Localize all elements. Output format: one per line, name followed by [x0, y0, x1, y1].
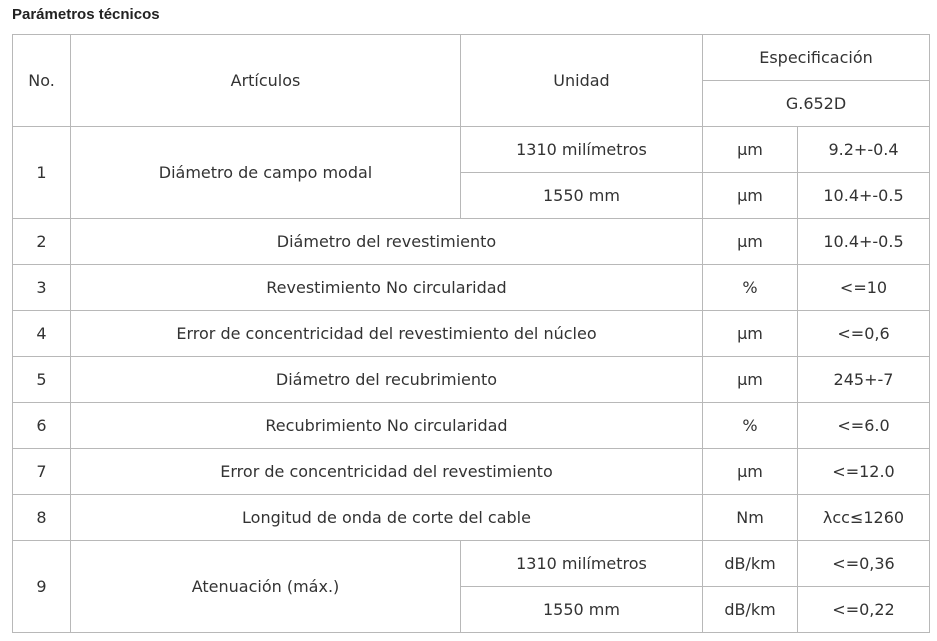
cell-item: Recubrimiento No circularidad: [71, 403, 703, 449]
cell-value: <=10: [798, 265, 930, 311]
cell-item: Atenuación (máx.): [71, 541, 461, 633]
table-row: [13, 403, 930, 449]
cell-no: 2: [13, 219, 71, 265]
cell-item: Diámetro del revestimiento: [71, 219, 703, 265]
cell-no: 5: [13, 357, 71, 403]
header-spec: Especificación: [703, 35, 930, 81]
cell-value: 9.2+-0.4: [798, 127, 930, 173]
header-spec-g652d: G.652D: [703, 81, 930, 127]
header-items: Artículos: [71, 35, 461, 127]
cell-value: <=0,6: [798, 311, 930, 357]
cell-value: <=6.0: [798, 403, 930, 449]
table-row: [13, 449, 930, 495]
cell-unit: μm: [703, 173, 798, 219]
cell-unit: μm: [703, 311, 798, 357]
cell-value: 10.4+-0.5: [798, 173, 930, 219]
cell-no: 7: [13, 449, 71, 495]
cell-unit: Nm: [703, 495, 798, 541]
cell-condition: 1550 mm: [461, 173, 703, 219]
table-row: [13, 265, 930, 311]
cell-item: Diámetro del recubrimiento: [71, 357, 703, 403]
cell-unit: dB/km: [703, 541, 798, 587]
table-row: [13, 311, 930, 357]
cell-unit: μm: [703, 127, 798, 173]
cell-unit: μm: [703, 449, 798, 495]
cell-no: 1: [13, 127, 71, 219]
cell-unit: dB/km: [703, 587, 798, 633]
section-title: Parámetros técnicos: [12, 6, 160, 23]
table-row: [13, 541, 930, 587]
cell-condition: 1550 mm: [461, 587, 703, 633]
cell-condition: 1310 milímetros: [461, 541, 703, 587]
table-row: [13, 495, 930, 541]
cell-item: Revestimiento No circularidad: [71, 265, 703, 311]
cell-unit: μm: [703, 357, 798, 403]
table-row: [13, 219, 930, 265]
cell-value: λcc≤1260: [798, 495, 930, 541]
cell-item: Longitud de onda de corte del cable: [71, 495, 703, 541]
spec-table: [12, 34, 930, 633]
header-row: [13, 35, 930, 81]
cell-no: 4: [13, 311, 71, 357]
cell-value: 10.4+-0.5: [798, 219, 930, 265]
cell-no: 6: [13, 403, 71, 449]
table-row: [13, 357, 930, 403]
table-row: [13, 127, 930, 173]
cell-no: 8: [13, 495, 71, 541]
cell-unit: μm: [703, 219, 798, 265]
cell-item: Diámetro de campo modal: [71, 127, 461, 219]
header-no: No.: [13, 35, 71, 127]
cell-value: <=0,22: [798, 587, 930, 633]
cell-item: Error de concentricidad del revestimiento: [71, 449, 703, 495]
cell-unit: %: [703, 265, 798, 311]
cell-item: Error de concentricidad del revestimiento del núcleo: [71, 311, 703, 357]
header-unit: Unidad: [461, 35, 703, 127]
cell-value: 245+-7: [798, 357, 930, 403]
cell-no: 9: [13, 541, 71, 633]
cell-value: <=12.0: [798, 449, 930, 495]
cell-condition: 1310 milímetros: [461, 127, 703, 173]
cell-no: 3: [13, 265, 71, 311]
cell-unit: %: [703, 403, 798, 449]
cell-value: <=0,36: [798, 541, 930, 587]
